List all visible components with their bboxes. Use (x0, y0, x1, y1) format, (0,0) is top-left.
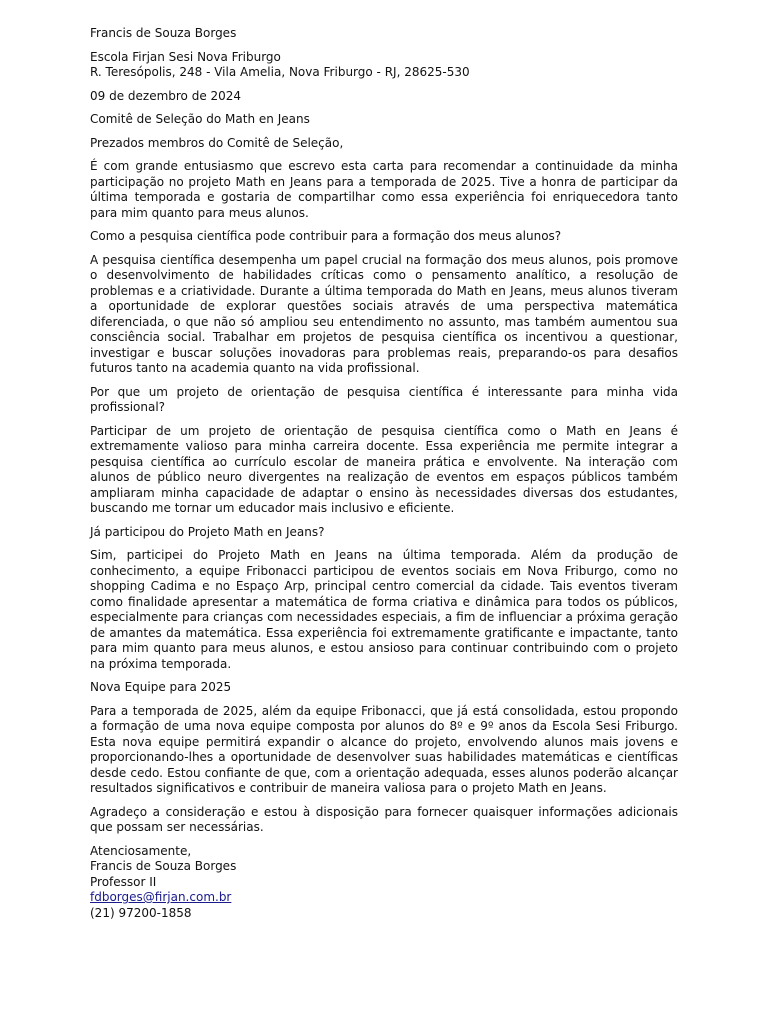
salutation: Prezados membros do Comitê de Seleção, (90, 135, 344, 150)
signature-name: Francis de Souza Borges (90, 859, 237, 873)
section-heading: Por que um projeto de orientação de pesquisa científica é interessante para minha vida profissional? (90, 384, 678, 414)
closing-paragraph: Agradeço a consideração e estou à disposição para fornecer quaisquer informações adicionais que possam ser necessárias. (90, 804, 678, 834)
letter-date: 09 de dezembro de 2024 (90, 88, 242, 103)
sender-name: Francis de Souza Borges (90, 26, 237, 40)
signature-closing: Atenciosamente, (90, 843, 192, 858)
recipient: Comitê de Seleção do Math en Jeans (90, 112, 310, 126)
intro-paragraph: É com grande entusiasmo que escrevo esta carta para recomendar a continuidade da minha participação no projeto Math en Jeans para a temporada de 2025. Tive a honra de participar da última temporada e gostaria de compartilhar como essa experiência foi enriquecedora tanto para mim quanto para meus alunos. (90, 159, 678, 220)
signature-phone: (21) 97200-1858 (90, 905, 192, 920)
signature-title: Professor II (90, 874, 157, 889)
section-heading: Como a pesquisa científica pode contribuir para a formação dos meus alunos? (90, 229, 562, 243)
section-body: Sim, participei do Projeto Math en Jeans na última temporada. Além da produção de conhecimento, a equipe Fribonacci participou de eventos sociais em Nova Friburgo, como no shopping Cadima e no Espaço Arp, principal centro comercial da cidade. Tais eventos tiveram como finalidade apresentar a matemática de forma criativa e dinâmica para todos os públicos, especialmente para crianças com necessidades especiais, a fim de influenciar a próxima geração de amantes da matemática. Essa experiência foi extremamente gratificante e impactante, tanto para mim quanto para meus alunos, e estou ansioso para continuar contribuindo com o projeto na próxima temporada. (90, 548, 678, 671)
sender-address: R. Teresópolis, 248 - Vila Amelia, Nova Friburgo - RJ, 28625-530 (90, 65, 470, 79)
sender-school: Escola Firjan Sesi Nova Friburgo (90, 49, 281, 64)
section-body: Participar de um projeto de orientação de pesquisa científica como o Math en Jeans é extremamente valioso para minha carreira docente. Essa experiência me permite integrar a pesquisa científica ao currículo escolar de maneira prática e envolvente. Na interação com alunos de público neuro divergentes na realização de eventos em espaços públicos também ampliaram minha capacidade de adaptar o ensino às necessidades diversas dos estudantes, buscando me tornar um educador mais inclusivo e eficiente. (90, 423, 678, 515)
signature-block (90, 844, 678, 922)
section-heading: Já participou do Projeto Math en Jeans? (90, 524, 325, 539)
section-body: Para a temporada de 2025, além da equipe Fribonacci, que já está consolidada, estou propondo a formação de uma nova equipe composta por alunos do 8º e 9º anos da Escola Sesi Friburgo. Esta nova equipe permitirá expandir o alcance do projeto, envolvendo alunos mais jovens e proporcionando-lhes a oportunidade de desenvolver suas habilidades matemáticas e científicas desde cedo. Estou confiante de que, com a orientação adequada, esses alunos poderão alcançar resultados significativos e contribuir de maneira valiosa para o projeto Math en Jeans. (90, 703, 678, 795)
signature-email-link[interactable]: fdborges@firjan.com.br (90, 890, 232, 904)
section-body: A pesquisa científica desempenha um papel crucial na formação dos meus alunos, pois promove o desenvolvimento de habilidades críticas como o pensamento analítico, a resolução de problemas e a criatividade. Durante a última temporada do Math en Jeans, meus alunos tiveram a oportunidade de explorar questões sociais através de uma perspectiva matemática diferenciada, o que não só ampliou seu entendimento no assunto, mas também aumentou sua consciência social. Trabalhar em projetos de pesquisa científica os incentivou a questionar, investigar e buscar soluções inovadoras para problemas reais, preparando-os para desafios futuros tanto na academia quanto na vida profissional. (90, 252, 678, 375)
section-heading: Nova Equipe para 2025 (90, 680, 232, 694)
